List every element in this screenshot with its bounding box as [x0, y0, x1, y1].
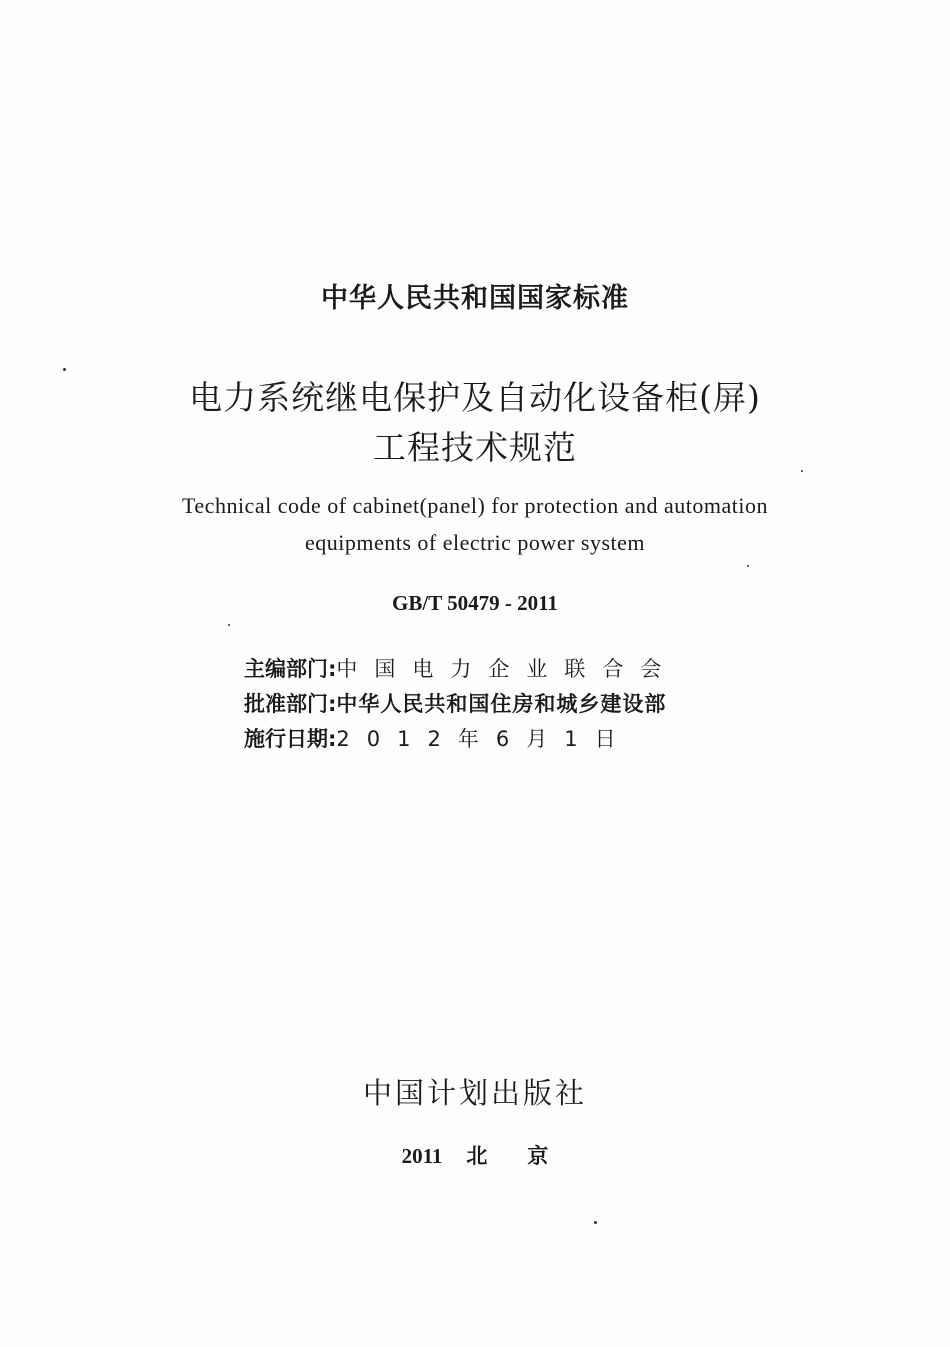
- effective-date-value: 2012年6月1日: [336, 727, 633, 751]
- standard-code: GB/T 50479 - 2011: [392, 591, 558, 615]
- editor-label: 主编部门:: [244, 657, 337, 681]
- english-title-line-2: equipments of electric power system: [304, 530, 646, 555]
- scan-speck: [801, 470, 803, 472]
- english-title-line-1: Technical code of cabinet(panel) for protection and automation: [182, 493, 768, 518]
- editor-row: [244, 653, 678, 683]
- approver-row: [244, 688, 666, 718]
- publication-city-char-2: 京: [527, 1144, 549, 1168]
- effective-date-label: 施行日期:: [244, 727, 337, 751]
- scan-speck: [228, 624, 230, 626]
- publication-place: [0, 1140, 950, 1170]
- scan-speck: [594, 1221, 597, 1224]
- document-title-line-2: 工程技术规范: [373, 428, 577, 467]
- publication-city-char-1: 北: [466, 1144, 488, 1168]
- document-title-line-1: 电力系统继电保护及自动化设备柜(屏): [189, 378, 761, 417]
- editor-value: 中国电力企业联合会: [336, 657, 679, 681]
- standard-series-heading: 中华人民共和国国家标准: [321, 283, 629, 314]
- approver-value: 中华人民共和国住房和城乡建设部: [336, 692, 667, 716]
- scan-speck: [63, 368, 66, 371]
- approver-label: 批准部门:: [244, 692, 337, 716]
- effective-date-row: [244, 723, 633, 753]
- publication-year: 2011: [401, 1144, 443, 1168]
- publisher-name: 中国计划出版社: [362, 1076, 587, 1110]
- scan-speck: [747, 565, 749, 567]
